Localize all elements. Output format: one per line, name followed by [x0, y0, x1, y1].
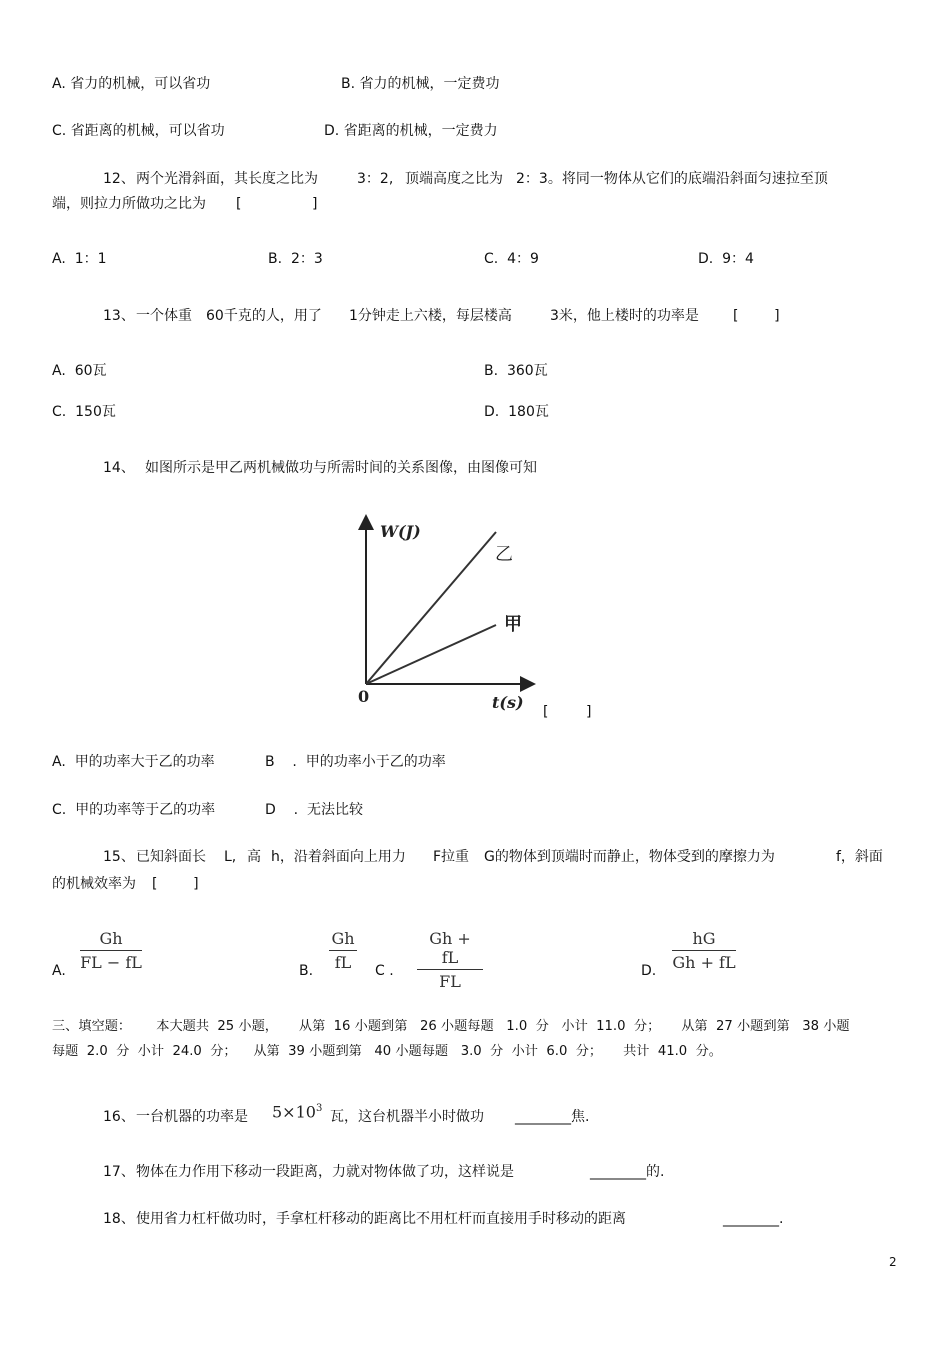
graph-label-jia: 甲: [504, 614, 522, 635]
q17-blank: ________的.: [590, 1164, 665, 1180]
q11-option-d: D. 省距离的机械，一定费力: [324, 123, 498, 139]
q15-option-d-label: D.: [641, 963, 657, 979]
q15-text-5: F拉重: [433, 849, 470, 865]
q15-text-2: L,: [224, 849, 237, 865]
q12-text-d: 2：3。将同一物体从它们的底端沿斜面匀速拉至顶: [516, 171, 828, 187]
q14-option-c: C. 甲的功率等于乙的功率: [52, 802, 216, 818]
graph-line-jia: [366, 625, 496, 684]
q15-option-b-label: B.: [299, 963, 314, 979]
q16-text-2: 瓦，这台机器半小时做功: [330, 1109, 484, 1125]
work-time-graph: [340, 512, 550, 717]
graph-x-label: t(s): [492, 693, 524, 712]
q16-blank: ________焦.: [515, 1109, 590, 1125]
q15-option-c-formula: Gh + fL FL: [417, 929, 483, 991]
q14-bracket-close: ]: [586, 704, 592, 720]
q15-number: 15、: [103, 849, 135, 865]
q12-text-line2: 端，则拉力所做功之比为: [52, 196, 206, 212]
graph-label-yi: 乙: [495, 544, 513, 565]
q18-text: 使用省力杠杆做功时，手拿杠杆移动的距离比不用杠杆而直接用手时移动的距离: [136, 1211, 626, 1227]
q14-option-b: B . 甲的功率小于乙的功率: [265, 754, 446, 770]
q13-text-1: 一个体重: [136, 308, 192, 324]
q13-option-a: A. 60瓦: [52, 363, 107, 379]
q13-text-3: 1分钟走上六楼，每层楼高: [349, 308, 512, 324]
q15-option-b-formula: Gh fL: [329, 929, 357, 972]
q13-option-c: C. 150瓦: [52, 404, 116, 420]
q15-text-3: 高: [247, 849, 261, 865]
q12-option-d: D. 9：4: [698, 251, 754, 267]
section3-line2: 每题 2.0 分 小计 24.0 分； 从第 39 小题到第 40 小题每题 3.0 分 小计 6.0 分； 共计 41.0 分。: [52, 1044, 722, 1059]
q15-option-a-formula: Gh FL − fL: [80, 929, 142, 972]
q14-number: 14、: [103, 460, 135, 476]
q12-bracket-open: [: [236, 196, 242, 212]
q13-bracket: [ ]: [733, 308, 780, 324]
q13-option-d: D. 180瓦: [484, 404, 549, 420]
q13-option-b: B. 360瓦: [484, 363, 548, 379]
q15-text-1: 已知斜面长: [136, 849, 206, 865]
q11-option-b: B. 省力的机械，一定费功: [341, 76, 500, 92]
q15-text-6: G的物体到顶端时而静止，物体受到的摩擦力为: [484, 849, 775, 865]
q13-text-2: 60千克的人，用了: [206, 308, 322, 324]
q17-text: 物体在力作用下移动一段距离，力就对物体做了功，这样说是: [136, 1164, 514, 1180]
q18-blank: ________.: [723, 1211, 784, 1227]
q14-text: 如图所示是甲乙两机械做功与所需时间的关系图像，由图像可知: [145, 460, 537, 476]
q15-text-4: h，沿着斜面向上用力: [271, 849, 406, 865]
q14-option-d: D . 无法比较: [265, 802, 363, 818]
q12-option-a: A. 1：1: [52, 251, 107, 267]
q18-number: 18、: [103, 1211, 135, 1227]
q14-bracket-open: [: [543, 704, 549, 720]
graph-origin-label: 0: [358, 687, 370, 706]
q13-number: 13、: [103, 308, 135, 324]
q17-number: 17、: [103, 1164, 135, 1180]
q16-number: 16、: [103, 1109, 135, 1125]
section3-line1: 三、填空题： 本大题共 25 小题， 从第 16 小题到第 26 小题每题 1.0 分 小计 11.0 分； 从第 27 小题到第 38 小题: [52, 1019, 850, 1034]
q11-option-c: C. 省距离的机械，可以省功: [52, 123, 225, 139]
q12-option-b: B. 2：3: [268, 251, 323, 267]
q15-text-7: f，斜面: [836, 849, 883, 865]
q12-bracket-close: ]: [312, 196, 318, 212]
q12-number: 12、: [103, 171, 135, 187]
q14-option-a: A. 甲的功率大于乙的功率: [52, 754, 215, 770]
q16-text-1: 一台机器的功率是: [136, 1109, 248, 1125]
q13-text-4: 3米，他上楼时的功率是: [550, 308, 699, 324]
q16-math: $5\times 10^3$: [272, 1102, 323, 1122]
q12-option-c: C. 4：9: [484, 251, 539, 267]
q15-option-a-label: A.: [52, 963, 66, 979]
q12-text-c: 顶端高度之比为: [405, 171, 503, 187]
graph-y-label: W(J): [380, 522, 421, 541]
q11-option-a: A. 省力的机械，可以省功: [52, 76, 211, 92]
q12-text-b: 3：2,: [357, 171, 394, 187]
q15-bracket: [ ]: [152, 876, 199, 892]
q15-text-line2: 的机械效率为: [52, 876, 136, 892]
q12-text-a: 两个光滑斜面，其长度之比为: [136, 171, 318, 187]
graph-line-yi: [366, 532, 496, 684]
q15-option-c-label: C .: [375, 963, 394, 979]
q15-option-d-formula: hG Gh + fL: [672, 929, 736, 972]
page-number: 2: [889, 1255, 897, 1269]
